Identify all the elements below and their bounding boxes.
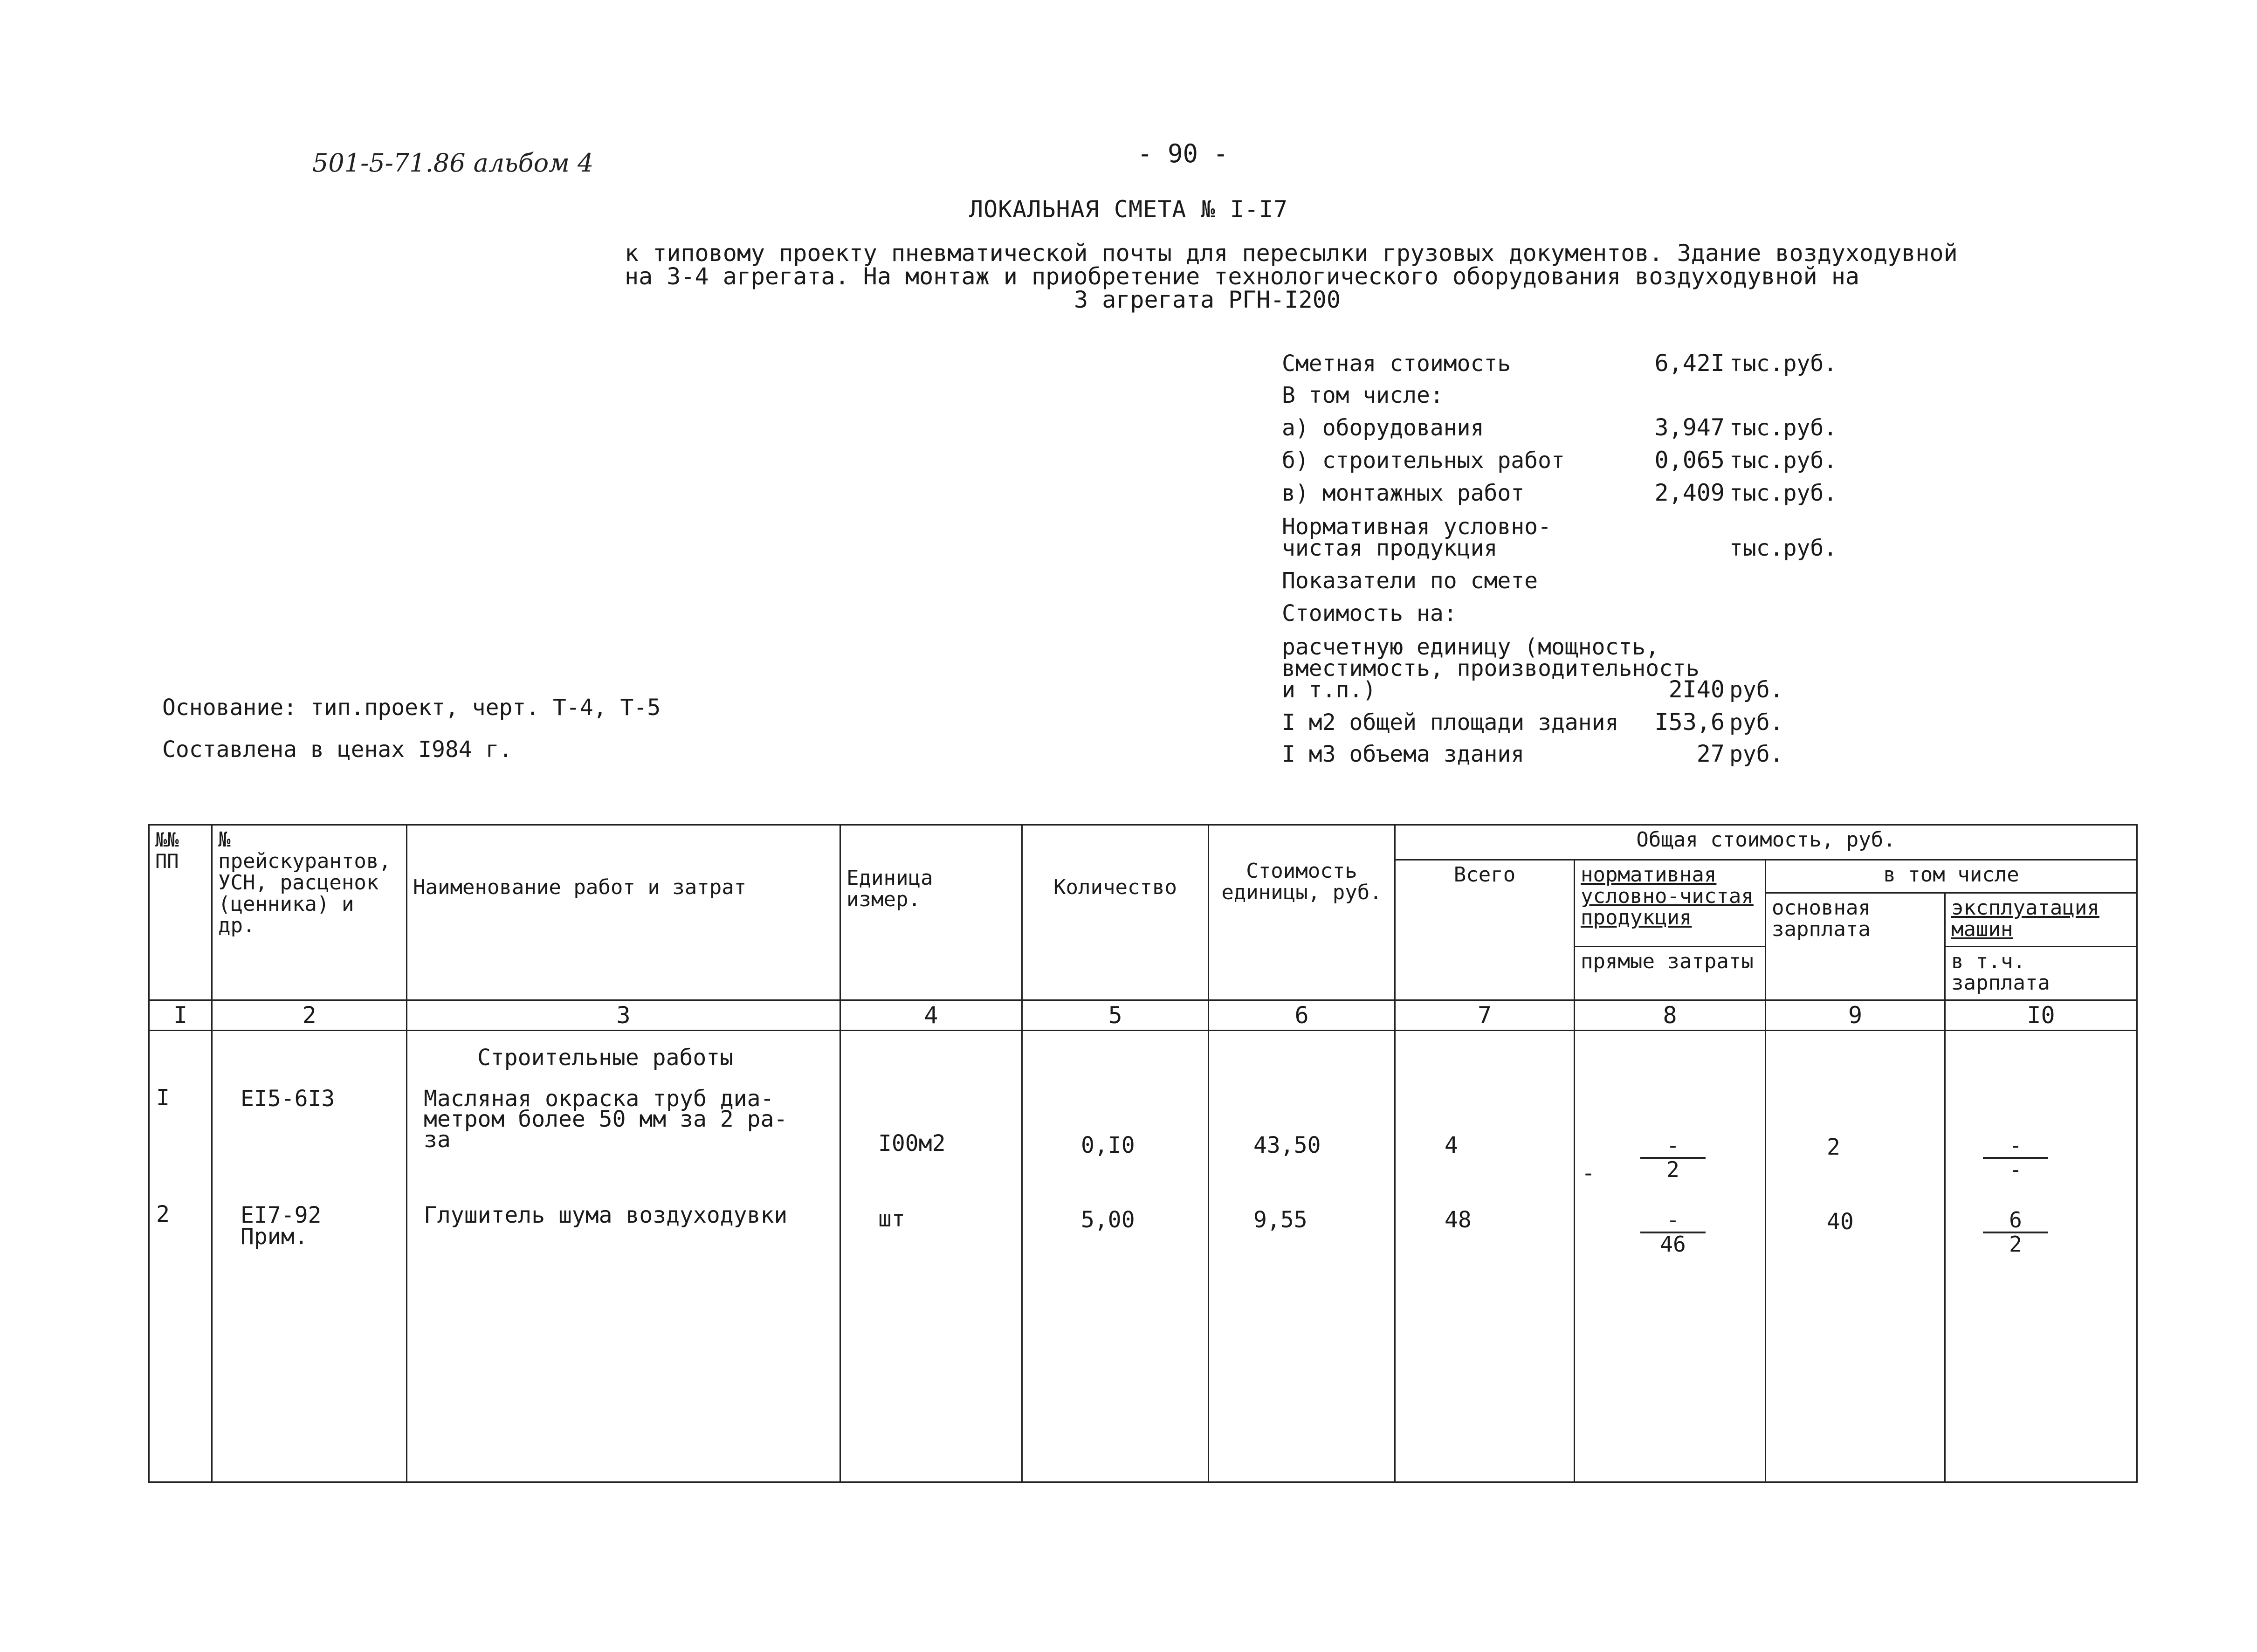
col-header-including: в том числе	[1766, 860, 2137, 893]
row-1-salary: 2	[1827, 1134, 1840, 1160]
col-header-price-list: № прейскурантов, УСН, расценок (ценника) и др.	[212, 825, 407, 1000]
subtitle-line-1: к типовому проекту пневматической почты для пересылки грузовых документов. Здание воздуходувной	[625, 240, 1958, 267]
document-title: ЛОКАЛЬНАЯ СМЕТА № I-I7	[969, 196, 1288, 223]
summary-label-including: В том числе:	[1282, 382, 1444, 408]
row-1-name-line-2: метром более 50 мм за 2 ра-	[424, 1106, 788, 1132]
summary-norm-unit: тыс.руб.	[1729, 535, 1837, 561]
row-1-name-line-3: за	[424, 1127, 451, 1153]
row-2-quantity: 5,00	[1081, 1207, 1135, 1233]
summary-value-installation: 2,409	[1654, 479, 1725, 506]
summary-norm-label-2: чистая продукция	[1282, 535, 1498, 561]
row-2-unit: шт	[878, 1206, 905, 1232]
col-number: 2	[212, 1000, 407, 1031]
row-1-machines-fraction	[1983, 1135, 2048, 1180]
summary-value-total: 6,42I	[1654, 350, 1725, 377]
row-1-unit: I00м2	[878, 1130, 946, 1156]
col-header-unit-cost: Стоимость единицы, руб.	[1209, 825, 1395, 1000]
col-number: 7	[1395, 1000, 1575, 1031]
row-2-code-line-2: Прим.	[241, 1224, 308, 1250]
row-1-machines-top: -	[1983, 1135, 2048, 1159]
col-number: I	[149, 1000, 212, 1031]
col-header-work-name: Наименование работ и затрат	[407, 825, 840, 1000]
row-1-code: EI5-6I3	[241, 1086, 335, 1112]
subtitle-line-3: 3 агрегата РГН-I200	[1074, 286, 1341, 313]
col-header-quantity: Количество	[1022, 825, 1209, 1000]
col-header-direct-costs: прямые затраты	[1575, 947, 1766, 1000]
price-year-line: Составлена в ценах I984 г.	[162, 737, 513, 763]
row-1-total: 4	[1445, 1132, 1458, 1158]
page-number: - 90 -	[1137, 139, 1229, 168]
row-2-unit-cost: 9,55	[1253, 1207, 1307, 1233]
row-1-side-mark: -	[1582, 1160, 1595, 1186]
rows-col-ncp	[1575, 1031, 1766, 1482]
summary-area-label: I м2 общей площади здания	[1282, 709, 1619, 736]
row-2-machines-bottom: 2	[2009, 1232, 2022, 1257]
summary-unit-construction: тыс.руб.	[1729, 447, 1837, 474]
document-code-annotation: 501-5-71.86 альбом 4	[312, 148, 594, 178]
summary-area-unit: руб.	[1729, 709, 1783, 736]
col-number: 9	[1766, 1000, 1945, 1031]
summary-volume-label: I м3 объема здания	[1282, 741, 1525, 767]
summary-unit-label-2: вместимость, производительность	[1282, 655, 1700, 681]
col-header-unit: Единица измер.	[840, 825, 1022, 1000]
col-number: 5	[1022, 1000, 1209, 1031]
col-number: 6	[1209, 1000, 1395, 1031]
summary-indicators: Показатели по смете	[1282, 568, 1538, 594]
col-number: 3	[407, 1000, 840, 1031]
row-1-ncp-bottom: 2	[1666, 1157, 1679, 1182]
summary-volume-value: 27	[1696, 740, 1725, 767]
row-2-ncp-fraction	[1640, 1209, 1706, 1255]
col-header-ncp: нормативная условно-чистая продукция	[1575, 860, 1766, 947]
row-1-ncp-top: -	[1640, 1135, 1706, 1159]
summary-unit-installation: тыс.руб.	[1729, 480, 1837, 506]
row-1-machines-bottom: -	[2009, 1157, 2022, 1182]
rows-col-quantity	[1022, 1031, 1209, 1482]
document-subtitle	[625, 240, 1958, 313]
col-number: 8	[1575, 1000, 1766, 1031]
summary-norm-label-1: Нормативная условно-	[1282, 514, 1551, 540]
subtitle-line-2: на 3-4 агрегата. На монтаж и приобретение технологического оборудования воздуходувной на	[625, 263, 1860, 290]
summary-label-total: Сметная стоимость	[1282, 351, 1511, 377]
rows-col-code	[212, 1031, 407, 1482]
estimate-table	[148, 824, 2138, 1483]
row-1-quantity: 0,I0	[1081, 1132, 1135, 1158]
row-2-total: 48	[1445, 1207, 1472, 1233]
summary-unit-label-1: расчетную единицу (мощность,	[1282, 634, 1659, 660]
rows-col-unit	[840, 1031, 1022, 1482]
summary-cost-on: Стоимость на:	[1282, 600, 1457, 626]
summary-volume-unit: руб.	[1729, 741, 1783, 767]
row-2-machines-fraction	[1983, 1209, 2048, 1255]
row-1-name-line-1: Масляная окраска труб диа-	[424, 1086, 774, 1112]
row-2-salary: 40	[1827, 1209, 1854, 1235]
row-2-ncp-bottom: 46	[1660, 1232, 1686, 1257]
summary-unit-total: тыс.руб.	[1729, 351, 1837, 377]
row-2-machines-top: 6	[1983, 1209, 2048, 1233]
summary-area-value: I53,6	[1654, 709, 1725, 736]
rows-col-machines	[1945, 1031, 2137, 1482]
col-header-salary: основная зарплата	[1766, 893, 1945, 1000]
summary-unit-unit: руб.	[1729, 677, 1783, 703]
summary-label-installation: в) монтажных работ	[1282, 480, 1525, 506]
row-1-number: I	[156, 1085, 170, 1111]
summary-value-equipment: 3,947	[1654, 414, 1725, 441]
row-2-ncp-top: -	[1640, 1209, 1706, 1233]
basis-line: Основание: тип.проект, черт. Т-4, Т-5	[162, 695, 661, 721]
rows-col-salary	[1766, 1031, 1945, 1482]
row-1-unit-cost: 43,50	[1253, 1132, 1321, 1158]
col-number: 4	[840, 1000, 1022, 1031]
col-header-number: №№ ПП	[149, 825, 212, 1000]
col-header-total: Всего	[1395, 860, 1575, 1000]
row-2-name: Глушитель шума воздуходувки	[424, 1202, 788, 1228]
summary-unit-value: 2I40	[1668, 676, 1725, 703]
col-header-total-group: Общая стоимость, руб.	[1395, 825, 2137, 860]
section-title: Строительные работы	[477, 1045, 734, 1071]
row-1-ncp-fraction	[1640, 1135, 1706, 1180]
rows-col-number	[149, 1031, 212, 1482]
rows-col-unit-cost	[1209, 1031, 1395, 1482]
col-header-machines-salary: в т.ч. зарплата	[1945, 947, 2137, 1000]
col-header-machines: эксплуатация машин	[1945, 893, 2137, 947]
summary-unit-label-3: и т.п.)	[1282, 677, 1376, 703]
summary-value-construction: 0,065	[1654, 447, 1725, 474]
row-2-number: 2	[156, 1201, 170, 1227]
rows-col-total	[1395, 1031, 1575, 1482]
row-2-code-line-1: EI7-92	[241, 1202, 322, 1228]
rows-col-name	[407, 1031, 840, 1482]
summary-label-equipment: а) оборудования	[1282, 415, 1484, 441]
col-number: I0	[1945, 1000, 2137, 1031]
summary-label-construction: б) строительных работ	[1282, 447, 1565, 474]
summary-unit-equipment: тыс.руб.	[1729, 415, 1837, 441]
